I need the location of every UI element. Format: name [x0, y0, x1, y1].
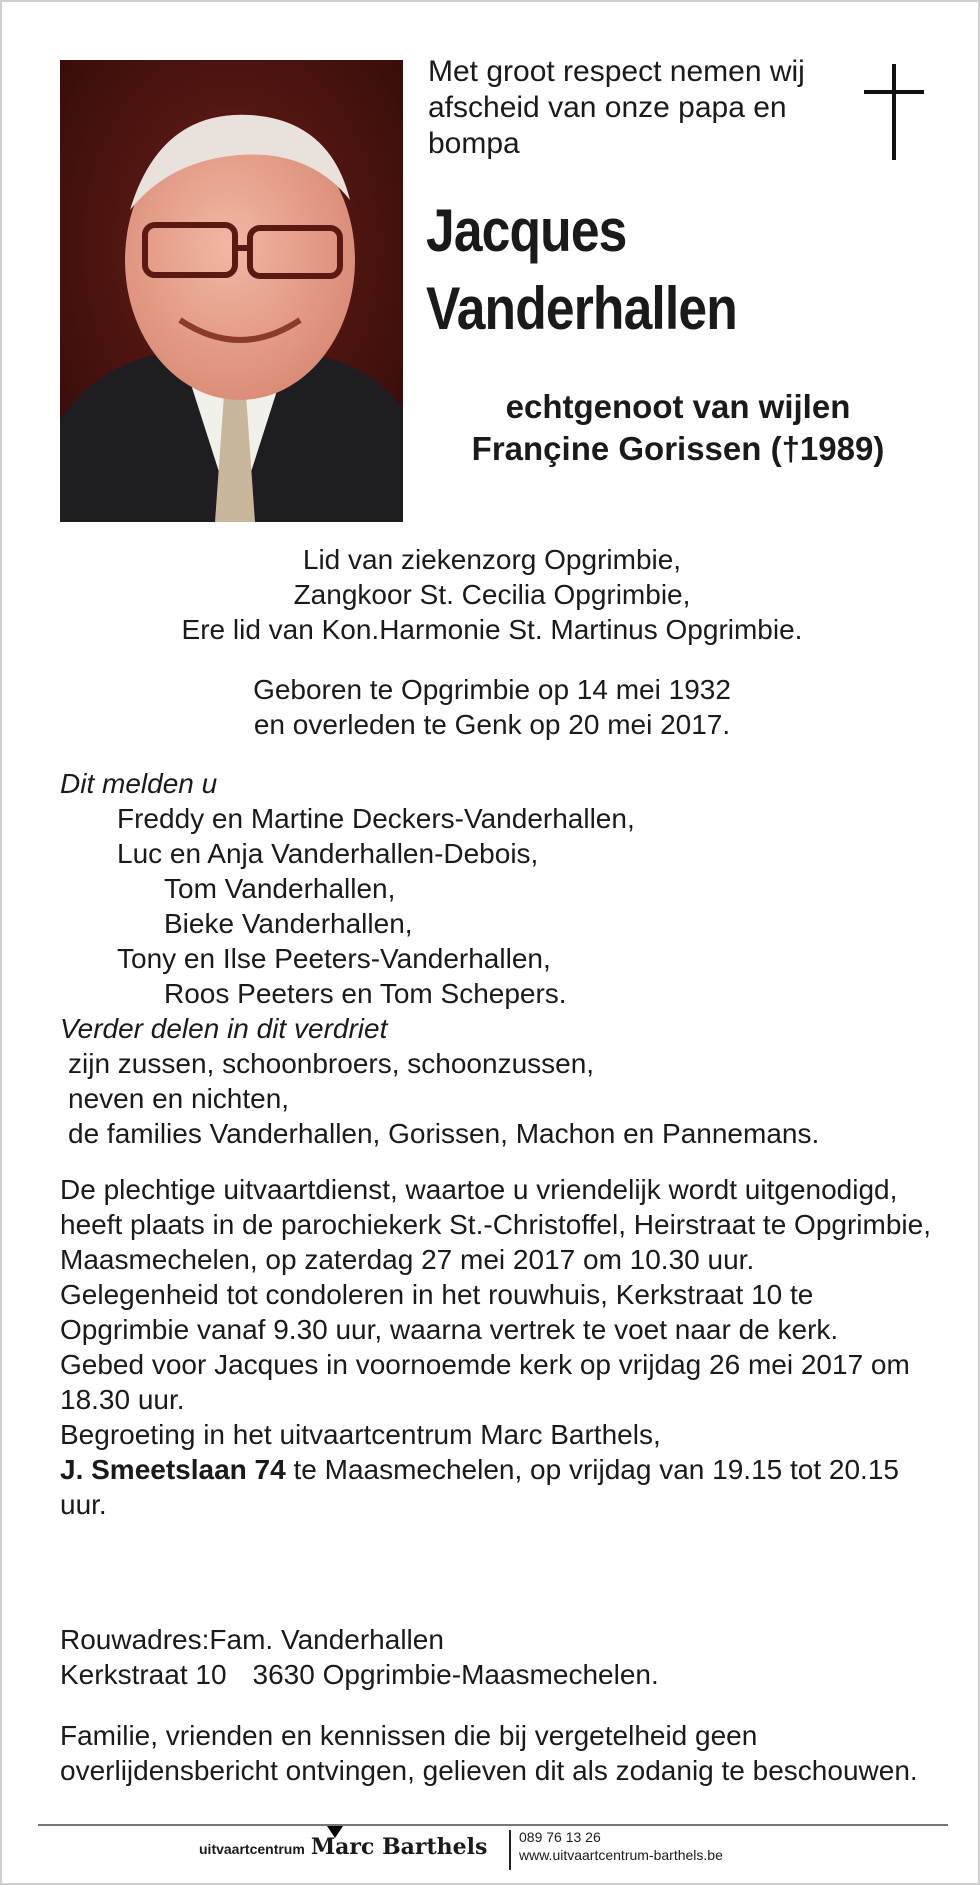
- greeting-intro: Begroeting in het uitvaartcentrum Marc Barthels,: [60, 1419, 661, 1450]
- memberships: Lid van ziekenzorg Opgrimbie, Zangkoor St. Cecilia Opgrimbie, Ere lid van Kon.Harmonie St. Martinus Opgrimbie.: [181, 544, 803, 645]
- greeting-paragraph: [60, 1417, 940, 1522]
- others-line: zijn zussen, schoonbroers, schoonzussen,: [68, 1048, 595, 1079]
- brand-small: uitvaartcentrum: [199, 1841, 305, 1857]
- others-line: de families Vanderhallen, Gorissen, Machon en Pannemans.: [68, 1118, 820, 1149]
- condolences-paragraph: Gelegenheid tot condoleren in het rouwhuis, Kerkstraat 10 te Opgrimbie vanaf 9.30 uur, waarna vertrek te voet naar de kerk.: [60, 1279, 839, 1345]
- deceased-name: Jacques Vanderhallen: [426, 197, 737, 342]
- announcer-line: Roos Peeters en Tom Schepers.: [164, 978, 567, 1009]
- greeting-street: J. Smeetslaan 74: [60, 1454, 286, 1485]
- address-line1: Rouwadres:Fam. Vanderhallen: [60, 1624, 444, 1655]
- service-paragraph: De plechtige uitvaartdienst, waartoe u vriendelijk wordt uitgenodigd, heeft plaats in de parochiekerk St.-Christoffel, Heirstraat te Opgrimbie, Maasmechelen, op zaterdag 27 mei 2017 om 10.30 uur.: [60, 1174, 931, 1275]
- footer-divider: [38, 1824, 948, 1826]
- prayer-paragraph: Gebed voor Jacques in voornoemde kerk op vrijdag 26 mei 2017 om 18.30 uur.: [60, 1349, 910, 1415]
- others-heading: Verder delen in dit verdriet: [60, 1013, 388, 1044]
- intro-text: Met groot respect nemen wij afscheid van onze papa en bompa: [428, 55, 805, 160]
- ceremony-details: [60, 1172, 940, 1522]
- notice-text: Familie, vrienden en kennissen die bij vergetelheid geen overlijdensbericht ontvingen, gelieven dit als zodanig te beschouwen.: [60, 1720, 918, 1786]
- address-city: 3630 Opgrimbie-Maasmechelen.: [252, 1659, 659, 1690]
- others-line: neven en nichten,: [68, 1083, 290, 1114]
- announcer-line: Freddy en Martine Deckers-Vanderhallen,: [117, 803, 635, 834]
- footer-phone: 089 76 13 26: [519, 1829, 601, 1845]
- cross-icon: [864, 64, 924, 160]
- portrait-photo: [60, 60, 403, 522]
- funeral-home-brand: [199, 1834, 487, 1860]
- footer-contact: [519, 1828, 723, 1864]
- announcers-list: [60, 766, 960, 1151]
- address-line2: [60, 1657, 940, 1692]
- announcer-line: Bieke Vanderhallen,: [164, 908, 413, 939]
- birth-death-dates: Geboren te Opgrimbie op 14 mei 1932 en overleden te Genk op 20 mei 2017.: [253, 674, 731, 740]
- announcer-line: Tom Vanderhallen,: [164, 873, 396, 904]
- footer-website[interactable]: www.uitvaartcentrum-barthels.be: [519, 1847, 723, 1863]
- spouse-line: echtgenoot van wijlen Françine Gorissen (†1989): [471, 388, 885, 467]
- mourning-address: [60, 1622, 940, 1692]
- footer-vertical-divider: [509, 1830, 511, 1870]
- announcer-line: Tony en Ilse Peeters-Vanderhallen,: [117, 943, 551, 974]
- brand-name: Marc Barthels: [310, 1834, 488, 1860]
- announcer-line: Luc en Anja Vanderhallen-Debois,: [117, 838, 539, 869]
- address-street: Kerkstraat 10: [60, 1659, 227, 1690]
- announcers-heading: Dit melden u: [60, 768, 218, 799]
- greeting-rest: te Maasmechelen, op vrijdag van 19.15 tot 20.15 uur.: [60, 1454, 899, 1520]
